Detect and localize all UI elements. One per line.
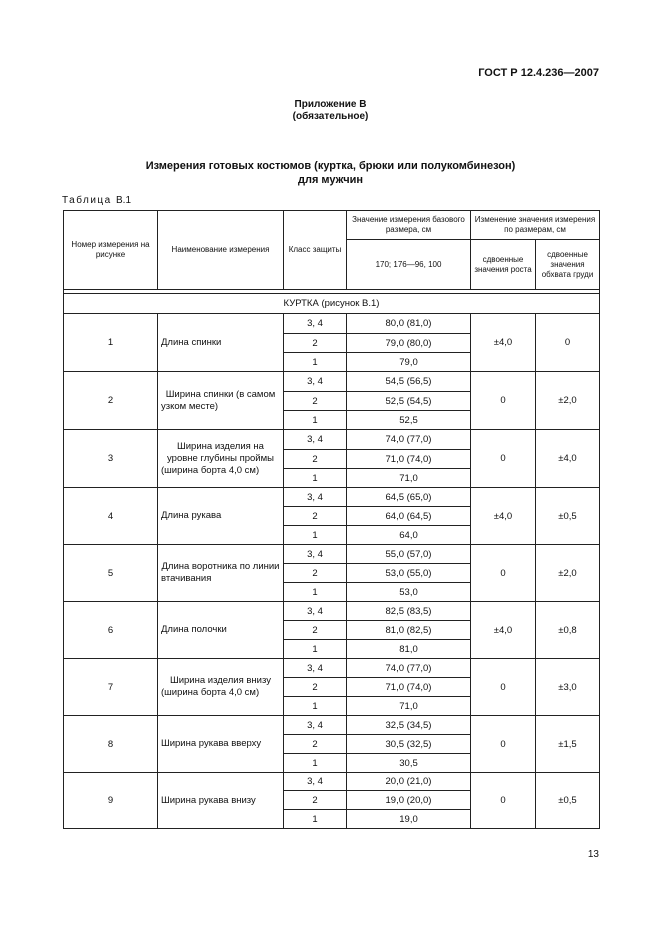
measure-value: 71,0: [347, 697, 471, 716]
protection-class: 1: [284, 810, 347, 829]
growth-change: ±4,0: [471, 314, 536, 372]
measure-value: 53,0 (55,0): [347, 564, 471, 583]
measure-name: Ширина изделия внизу (ширина борта 4,0 см): [158, 659, 284, 716]
protection-class: 2: [284, 507, 347, 526]
table-row: [64, 314, 600, 334]
chest-change: ±1,5: [536, 716, 600, 773]
table-row: [64, 716, 600, 735]
table-row: [64, 773, 600, 791]
protection-class: 2: [284, 564, 347, 583]
measurements-table: [63, 210, 600, 829]
protection-class: 3, 4: [284, 602, 347, 621]
header-growth: сдвоенные значения роста: [471, 240, 536, 290]
measure-value: 19,0: [347, 810, 471, 829]
protection-class: 3, 4: [284, 488, 347, 507]
document-code: ГОСТ Р 12.4.236—2007: [478, 67, 599, 79]
protection-class: 1: [284, 640, 347, 659]
protection-class: 2: [284, 334, 347, 353]
growth-change: 0: [471, 372, 536, 430]
measure-value: 52,5 (54,5): [347, 392, 471, 411]
chest-change: ±2,0: [536, 372, 600, 430]
measure-name: Ширина изделия на уровне глубины проймы (ширина борта 4,0 см): [158, 430, 284, 488]
growth-change: 0: [471, 659, 536, 716]
growth-change: ±4,0: [471, 488, 536, 545]
measure-value: 81,0 (82,5): [347, 621, 471, 640]
protection-class: 1: [284, 754, 347, 773]
header-base-size-value: Значение измерения базового размера, см: [347, 211, 471, 240]
chest-change: ±0,5: [536, 488, 600, 545]
page-title: [0, 159, 661, 187]
measure-number: 5: [64, 545, 158, 602]
measure-value: 64,0 (64,5): [347, 507, 471, 526]
table-row: [64, 430, 600, 450]
table-row: [64, 602, 600, 621]
table-row: [64, 659, 600, 678]
table-label: [62, 195, 131, 206]
measure-value: 80,0 (81,0): [347, 314, 471, 334]
protection-class: 1: [284, 697, 347, 716]
measure-value: 64,0: [347, 526, 471, 545]
chest-change: ±0,5: [536, 773, 600, 829]
protection-class: 3, 4: [284, 716, 347, 735]
chest-change: ±2,0: [536, 545, 600, 602]
header-measure-name: Наименование измерения: [158, 211, 284, 290]
measure-value: 71,0: [347, 469, 471, 488]
chest-change: ±0,8: [536, 602, 600, 659]
protection-class: 1: [284, 526, 347, 545]
measure-value: 30,5: [347, 754, 471, 773]
protection-class: 2: [284, 678, 347, 697]
chest-change: 0: [536, 314, 600, 372]
protection-class: 1: [284, 583, 347, 602]
measure-number: 6: [64, 602, 158, 659]
measure-number: 4: [64, 488, 158, 545]
measure-value: 79,0 (80,0): [347, 334, 471, 353]
appendix-heading: [0, 99, 661, 123]
measure-name: Длина полочки: [158, 602, 284, 659]
growth-change: 0: [471, 773, 536, 829]
protection-class: 2: [284, 621, 347, 640]
measure-number: 9: [64, 773, 158, 829]
measure-value: 79,0: [347, 353, 471, 372]
measure-name: Ширина рукава вверху: [158, 716, 284, 773]
protection-class: 2: [284, 450, 347, 469]
protection-class: 3, 4: [284, 545, 347, 564]
measure-number: 7: [64, 659, 158, 716]
table-label-word: Таблица: [62, 195, 112, 206]
measure-value: 55,0 (57,0): [347, 545, 471, 564]
measure-value: 74,0 (77,0): [347, 659, 471, 678]
protection-class: 3, 4: [284, 659, 347, 678]
measure-value: 71,0 (74,0): [347, 678, 471, 697]
measure-value: 82,5 (83,5): [347, 602, 471, 621]
measure-value: 64,5 (65,0): [347, 488, 471, 507]
measure-value: 71,0 (74,0): [347, 450, 471, 469]
header-measure-number: Номер измерения на рисунке: [64, 211, 158, 290]
header-row: [64, 211, 600, 240]
protection-class: 3, 4: [284, 430, 347, 450]
page-title-line1: Измерения готовых костюмов (куртка, брюки или полукомбинезон): [145, 160, 516, 172]
growth-change: 0: [471, 430, 536, 488]
section-title: КУРТКА (рисунок В.1): [64, 294, 600, 314]
protection-class: 2: [284, 392, 347, 411]
measure-name: Длина рукава: [158, 488, 284, 545]
protection-class: 2: [284, 791, 347, 810]
header-chest: сдвоенные значения обхвата груди: [536, 240, 600, 290]
measure-value: 53,0: [347, 583, 471, 602]
chest-change: ±4,0: [536, 430, 600, 488]
protection-class: 3, 4: [284, 314, 347, 334]
page-title-line2: для мужчин: [297, 174, 363, 186]
table-row: [64, 545, 600, 564]
measure-number: 8: [64, 716, 158, 773]
appendix-title: Приложение В: [294, 99, 367, 110]
growth-change: 0: [471, 716, 536, 773]
header-protection-class: Класс защиты: [284, 211, 347, 290]
measure-value: 19,0 (20,0): [347, 791, 471, 810]
measure-value: 74,0 (77,0): [347, 430, 471, 450]
header-size-change: Изменение значения измерения по размерам, см: [471, 211, 600, 240]
measure-value: 81,0: [347, 640, 471, 659]
measure-number: 1: [64, 314, 158, 372]
measure-value: 32,5 (34,5): [347, 716, 471, 735]
measure-name: Ширина рукава внизу: [158, 773, 284, 829]
protection-class: 1: [284, 353, 347, 372]
growth-change: ±4,0: [471, 602, 536, 659]
measure-value: 30,5 (32,5): [347, 735, 471, 754]
page-number: 13: [587, 849, 599, 860]
measure-value: 20,0 (21,0): [347, 773, 471, 791]
protection-class: 3, 4: [284, 372, 347, 392]
measure-value: 54,5 (56,5): [347, 372, 471, 392]
protection-class: 1: [284, 411, 347, 430]
chest-change: ±3,0: [536, 659, 600, 716]
protection-class: 1: [284, 469, 347, 488]
measure-name: Ширина спинки (в самом узком месте): [158, 372, 284, 430]
measure-value: 52,5: [347, 411, 471, 430]
section-row: [64, 294, 600, 314]
measure-number: 3: [64, 430, 158, 488]
measure-name: Длина спинки: [158, 314, 284, 372]
appendix-note: (обязательное): [292, 111, 369, 122]
table-row: [64, 372, 600, 392]
protection-class: 3, 4: [284, 773, 347, 791]
measure-number: 2: [64, 372, 158, 430]
header-base-size: 170; 176—96, 100: [347, 240, 471, 290]
measure-name: Длина воротника по линии втачивания: [158, 545, 284, 602]
protection-class: 2: [284, 735, 347, 754]
table-label-number: В.1: [116, 195, 132, 206]
table-row: [64, 488, 600, 507]
growth-change: 0: [471, 545, 536, 602]
